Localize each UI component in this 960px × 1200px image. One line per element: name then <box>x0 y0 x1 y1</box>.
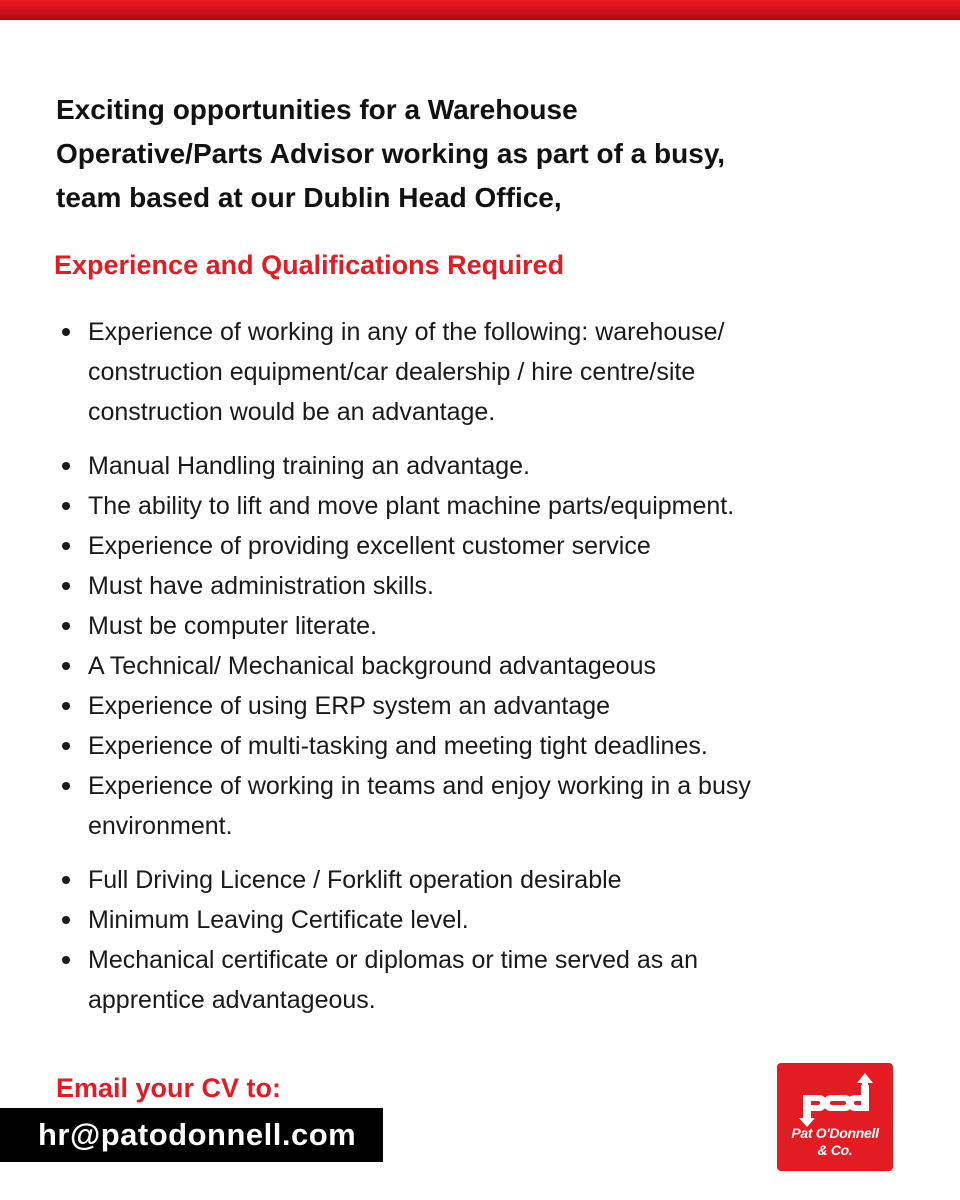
top-accent-bar <box>0 0 960 20</box>
email-address[interactable]: hr@patodonnell.com <box>0 1108 383 1162</box>
requirement-line: Experience of multi-tasking and meeting tight deadlines. <box>88 732 708 760</box>
requirement-item <box>56 312 896 432</box>
requirement-line: Must be computer literate. <box>88 612 378 640</box>
headline-line-2: Operative/Parts Advisor working as part of a busy, <box>56 138 726 169</box>
requirement-line: Manual Handling training an advantage. <box>88 452 530 480</box>
requirement-line: Full Driving Licence / Forklift operation desirable <box>88 866 622 894</box>
requirement-line: A Technical/ Mechanical background advantageous <box>88 652 656 680</box>
requirement-line: Experience of working in any of the following: warehouse/ <box>88 318 725 346</box>
requirement-line: Experience of using ERP system an advantage <box>88 692 611 720</box>
requirement-item <box>56 646 896 686</box>
requirement-line: The ability to lift and move plant machine parts/equipment. <box>88 492 735 520</box>
requirement-line: construction equipment/car dealership / hire centre/site <box>88 358 696 386</box>
requirement-line: apprentice advantageous. <box>88 986 376 1014</box>
requirement-item <box>56 566 896 606</box>
requirement-line: Mechanical certificate or diplomas or time served as an <box>88 946 698 974</box>
requirement-item <box>56 446 896 486</box>
headline-line-3: team based at our Dublin Head Office, <box>56 182 562 213</box>
requirement-line: Experience of working in teams and enjoy working in a busy <box>88 772 751 800</box>
headline <box>56 88 856 220</box>
requirement-item <box>56 726 896 766</box>
requirement-line: environment. <box>88 812 233 840</box>
requirement-line: construction would be an advantage. <box>88 398 496 426</box>
requirement-item <box>56 766 896 846</box>
requirement-item <box>56 486 896 526</box>
requirement-item <box>56 900 896 940</box>
requirement-line: Experience of providing excellent customer service <box>88 532 651 560</box>
logo-line-1: Pat O'Donnell <box>791 1125 879 1141</box>
headline-line-1: Exciting opportunities for a Warehouse <box>56 94 578 125</box>
requirements-list <box>56 312 896 1020</box>
section-heading: Experience and Qualifications Required <box>54 250 565 280</box>
logo-wordmark <box>777 1125 893 1159</box>
company-logo <box>777 1063 893 1171</box>
logo-line-2: & Co. <box>817 1142 853 1158</box>
email-cv-label: Email your CV to: <box>56 1073 282 1103</box>
requirement-item <box>56 526 896 566</box>
requirement-item <box>56 606 896 646</box>
pod-logo-icon <box>797 1071 875 1127</box>
requirement-line: Must have administration skills. <box>88 572 434 600</box>
requirement-item <box>56 860 896 900</box>
requirement-line: Minimum Leaving Certificate level. <box>88 906 469 934</box>
requirement-item <box>56 686 896 726</box>
requirement-item <box>56 940 896 1020</box>
